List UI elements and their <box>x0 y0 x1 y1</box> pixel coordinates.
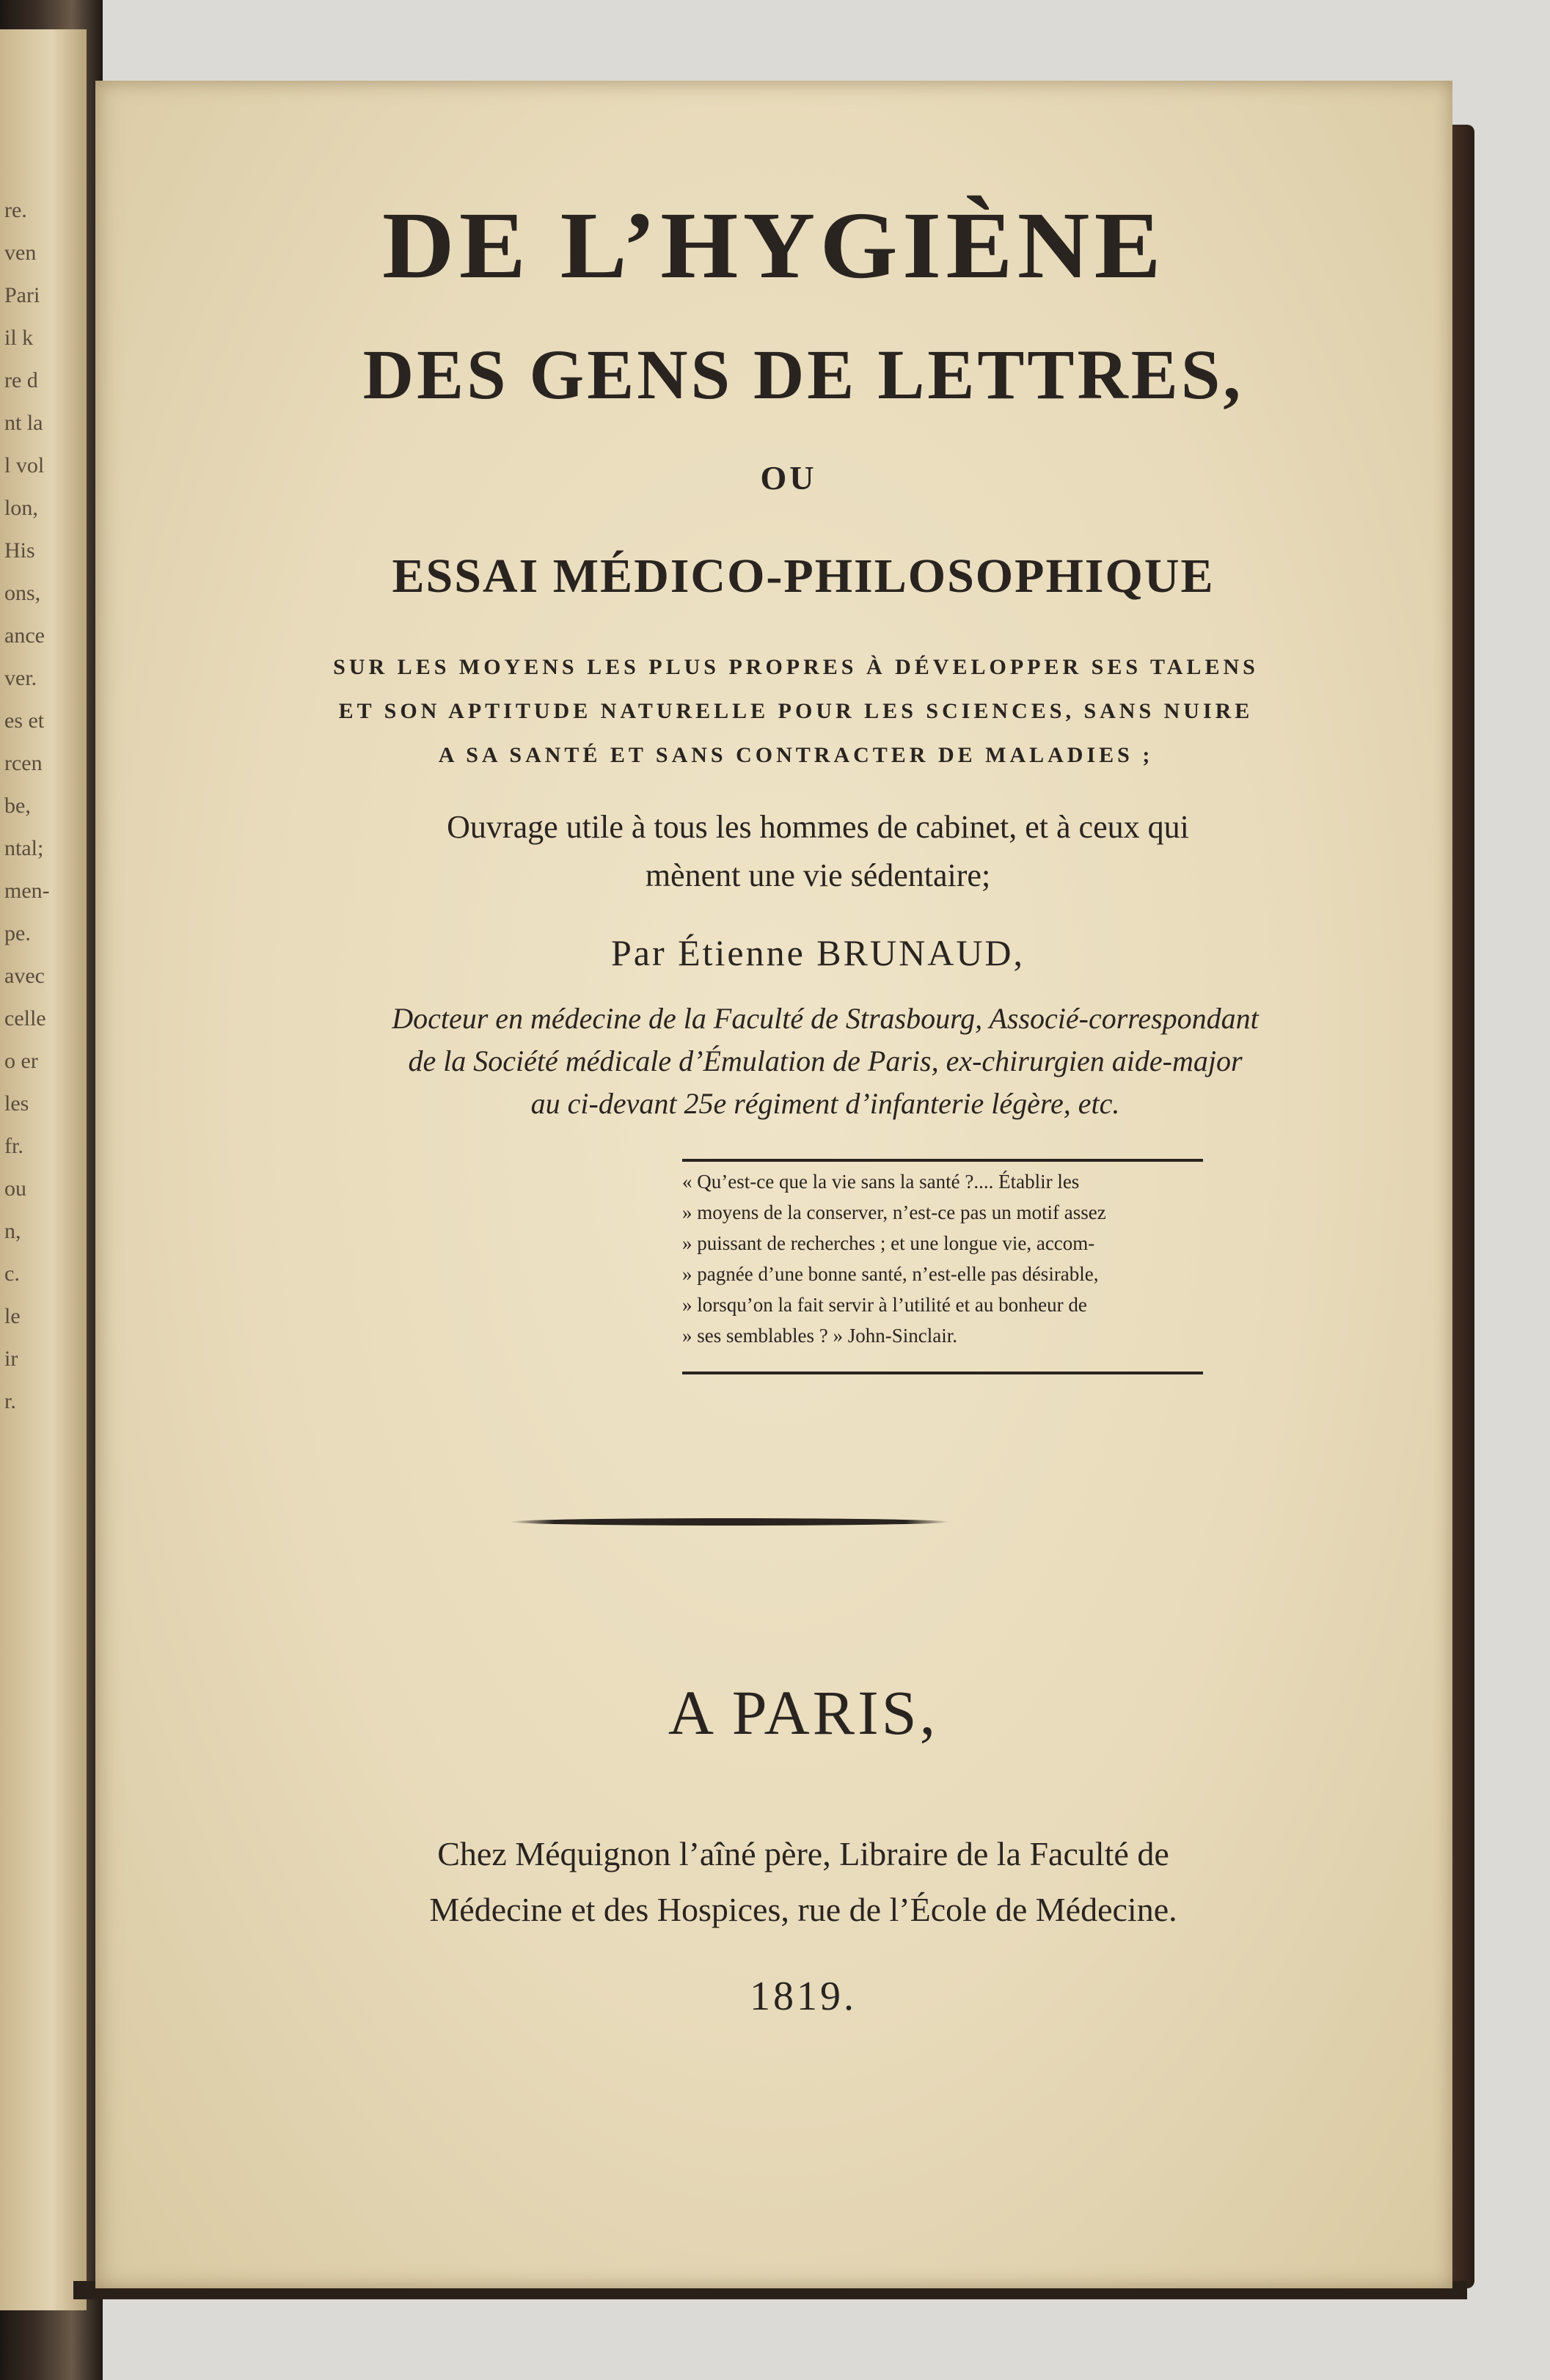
left-page-text-fragment: ou <box>4 1176 26 1201</box>
left-page-text-fragment: es et <box>4 708 45 733</box>
left-page-text-fragment: His <box>4 538 35 563</box>
left-page-text-fragment: ir <box>4 1347 18 1371</box>
left-page-text-fragment: n, <box>4 1219 21 1243</box>
epigraph-line: « Qu’est-ce que la vie sans la santé ?.... Établir les <box>682 1171 1080 1193</box>
left-page-text-fragment: celle <box>4 1006 46 1030</box>
epigraph-line: » moyens de la conserver, n’est-ce pas un motif assez <box>682 1201 1106 1223</box>
left-page-text-fragment: avec <box>4 964 45 988</box>
epigraph-line: » ses semblables ? » John-Sinclair. <box>682 1325 957 1347</box>
title-connector: OU <box>760 459 817 497</box>
imprint-line: Chez Méquignon l’aîné père, Libraire de la Faculté de <box>437 1835 1169 1872</box>
author-line: Par Étienne BRUNAUD, <box>610 932 1026 973</box>
left-page-text-fragment: re. <box>4 198 27 222</box>
left-page-text-fragment: ntal; <box>4 836 44 860</box>
left-page-text-fragment: Pari <box>4 283 40 307</box>
subtitle-line: SUR LES MOYENS LES PLUS PROPRES À DÉVELOPPER SES TALENS <box>333 655 1259 679</box>
left-page-text-fragment: nt la <box>4 411 43 435</box>
publication-year: 1819. <box>750 1974 857 2019</box>
author-credentials <box>147 997 1504 1125</box>
left-page-text-fragment: men- <box>4 879 50 903</box>
subtitle <box>117 645 1474 777</box>
left-page-text-fragment: il k <box>4 326 34 350</box>
title-line-3: ESSAI MÉDICO-PHILOSOPHIQUE <box>392 549 1215 603</box>
publication-place: A PARIS, <box>668 1677 939 1748</box>
left-page-text-fragment: lon, <box>4 496 38 520</box>
ouvrage-description <box>139 803 1496 900</box>
credentials-line: Docteur en médecine de la Faculté de Strasbourg, Associé-correspondant <box>392 1002 1259 1035</box>
left-page-text-fragment: fr. <box>4 1134 23 1158</box>
left-page-text-fragment: les <box>4 1091 29 1116</box>
left-page-text-fragment: pe. <box>4 921 31 945</box>
credentials-line: de la Société médicale d’Émulation de Paris, ex-chirurgien aide-major <box>408 1044 1243 1077</box>
left-page-text-fragment: ven <box>4 241 37 265</box>
title-page <box>95 81 1452 2288</box>
title-line-1: DE L’HYGIÈNE <box>381 193 1166 299</box>
title-line-2: DES GENS DE LETTRES, <box>362 335 1244 414</box>
decorative-separator <box>510 1518 950 1526</box>
subtitle-line: ET SON APTITUDE NATURELLE POUR LES SCIENCES, SANS NUIRE <box>338 699 1254 723</box>
left-page-text-fragment: le <box>4 1304 21 1328</box>
credentials-line: au ci-devant 25e régiment d’infanterie légère, etc. <box>530 1087 1120 1120</box>
left-page-text-fragment: be, <box>4 794 31 818</box>
ouvrage-line: Ouvrage utile à tous les hommes de cabinet, et à ceux qui <box>447 809 1189 845</box>
left-page-text-fragment: r. <box>4 1389 16 1413</box>
epigraph-line: » lorsqu’on la fait servir à l’utilité et au bonheur de <box>682 1294 1087 1316</box>
epigraph <box>682 1166 1210 1351</box>
publisher-imprint <box>125 1826 1482 1938</box>
epigraph-line: » puissant de recherches ; et une longue vie, accom- <box>682 1232 1095 1254</box>
left-page-text-fragment: l vol <box>4 453 45 477</box>
left-page-text-fragment: ance <box>4 623 45 648</box>
ouvrage-line: mènent une vie sédentaire; <box>645 857 991 893</box>
epigraph-line: » pagnée d’une bonne santé, n’est-elle pas désirable, <box>682 1263 1099 1285</box>
epigraph-top-rule <box>682 1159 1203 1162</box>
left-page-text-fragment: o er <box>4 1049 38 1073</box>
left-page-text-fragment: rcen <box>4 751 43 775</box>
left-page-text-fragment: re d <box>4 368 38 392</box>
subtitle-line: A SA SANTÉ ET SANS CONTRACTER DE MALADIES ; <box>438 743 1154 767</box>
epigraph-bottom-rule <box>682 1372 1203 1374</box>
imprint-line: Médecine et des Hospices, rue de l’École de Médecine. <box>429 1891 1177 1928</box>
left-page-text-fragment: ons, <box>4 581 41 605</box>
left-page-text-fragment: c. <box>4 1262 20 1286</box>
left-page-text-fragment: ver. <box>4 666 37 690</box>
left-facing-page <box>0 29 87 2310</box>
